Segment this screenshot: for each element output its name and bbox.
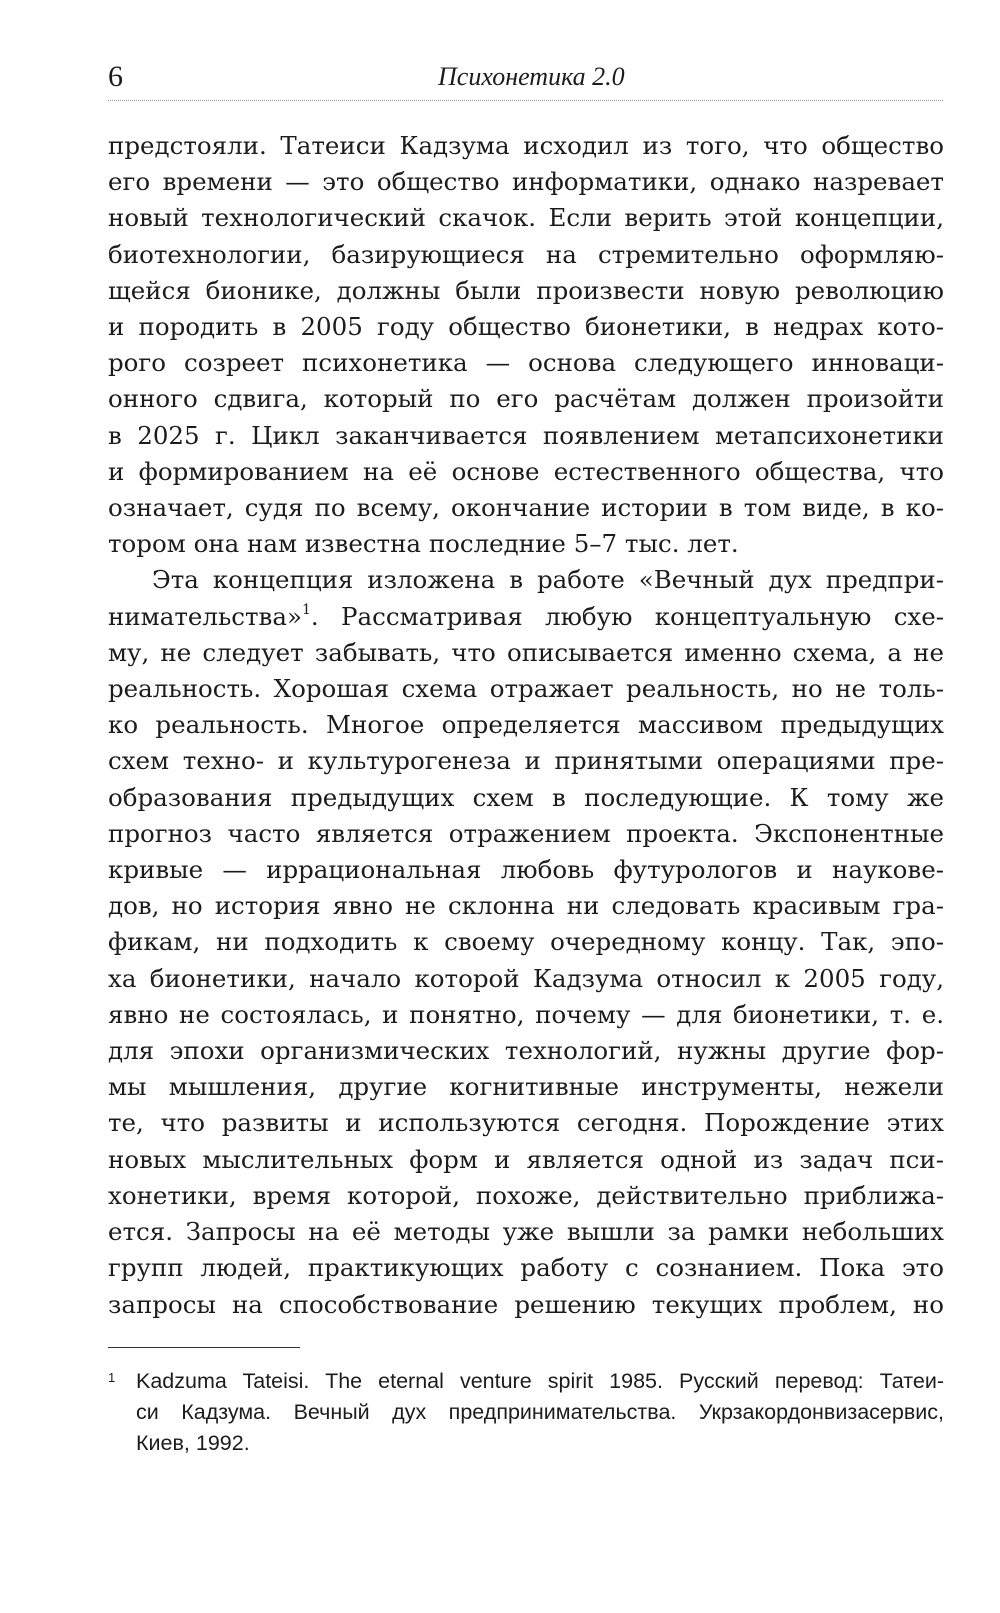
text-line: запросы на способствование решению текущих проблем, но xyxy=(108,1289,944,1319)
text-line: прогноз часто является отражением проекта. Экспонентные xyxy=(108,818,944,848)
text-line: рого созреет психонетика — основа следующего инноваци- xyxy=(108,348,944,378)
text-line: кривые — иррациональная любовь футурологов и наукове- xyxy=(108,855,944,885)
text-line: ха бионетики, начало которой Кадзума относил к 2005 году, xyxy=(108,963,944,993)
text-line: хонетики, время которой, похоже, действительно приближа- xyxy=(108,1180,944,1210)
text-line: означает, судя по всему, окончание истории в том виде, в ко- xyxy=(108,493,944,523)
text-line: групп людей, практикующих работу с сознанием. Пока это xyxy=(108,1253,944,1283)
text-line: и формированием на её основе естественного общества, что xyxy=(108,456,944,486)
text-line: новый технологический скачок. Если верить этой концепции, xyxy=(108,203,944,233)
text-line: те, что развиты и используются сегодня. Порождение этих xyxy=(108,1108,944,1138)
text-line: щейся бионике, должны были произвести новую революцию xyxy=(108,275,944,305)
text-line: дов, но история явно не склонна ни следовать красивым гра- xyxy=(108,891,944,921)
text-line: новых мыслительных форм и является одной из задач пси- xyxy=(108,1144,944,1174)
text-line: в 2025 г. Цикл заканчивается появлением метапсихонетики xyxy=(108,420,944,450)
page-number: 6 xyxy=(108,60,123,93)
text-line: образования предыдущих схем в последующие. К тому же xyxy=(108,782,944,812)
text-line: биотехнологии, базирующиеся на стремительно оформляю- xyxy=(108,239,944,269)
text-fragment: Рассматривая любую концептуальную схе- xyxy=(341,601,945,631)
text-line: ко реальность. Многое определяется массивом предыдущих xyxy=(108,710,944,740)
text-line: ется. Запросы на её методы уже вышли за рамки небольших xyxy=(108,1217,944,1247)
text-line: му, не следует забывать, что описывается именно схема, а не xyxy=(108,637,944,667)
text-line: его времени — это общество информатики, однако назревает xyxy=(108,167,944,197)
footnote-marker: 1 xyxy=(108,1370,116,1385)
main-text xyxy=(108,128,944,1323)
text-line-with-footnote: нимательства»$^1$. Рассматривая любую концептуальную схе- xyxy=(108,601,945,631)
text-line: фикам, ни подходить к своему очередному концу. Так, эпо- xyxy=(108,927,944,957)
text-line: мы мышления, другие когнитивные инструменты, нежели xyxy=(108,1072,944,1102)
running-header xyxy=(108,58,943,101)
text-line: и породить в 2005 году общество бионетики, в недрах кото- xyxy=(108,312,944,342)
footnote-divider xyxy=(108,1347,300,1348)
paragraph-start-line: Эта концепция изложена в работе «Вечный дух предпри- xyxy=(152,565,944,595)
text-line: явно не состоялась, и понятно, почему — для бионетики, т. е. xyxy=(108,999,944,1029)
text-line: предстояли. Татеиси Кадзума исходил из того, что общество xyxy=(108,131,944,160)
footnote-line: си Кадзума. Вечный дух предпринимательства. Укрзакордонвизасервис, xyxy=(136,1400,944,1424)
text-line: для эпохи организмических технологий, нужны другие фор- xyxy=(108,1036,944,1066)
text-line: схем техно- и культурогенеза и принятыми операциями пре- xyxy=(108,746,944,776)
footnote-reference[interactable]: 1 xyxy=(301,601,311,618)
footnote-line: Киев, 1992. xyxy=(136,1431,250,1455)
running-title: Психонетика 2.0 xyxy=(438,62,625,91)
footnote xyxy=(108,1366,944,1459)
text-line: онного сдвига, который по его расчётам должен произойти xyxy=(108,384,944,414)
text-fragment: нимательства» xyxy=(108,601,302,631)
footnote-line: Kadzuma Tateisi. The eternal venture spirit 1985. Русский перевод: Татеи- xyxy=(136,1369,944,1393)
text-line: реальность. Хорошая схема отражает реальность, но не толь- xyxy=(108,674,944,704)
text-line: тором она нам известна последние 5–7 тыс. лет. xyxy=(108,529,739,559)
